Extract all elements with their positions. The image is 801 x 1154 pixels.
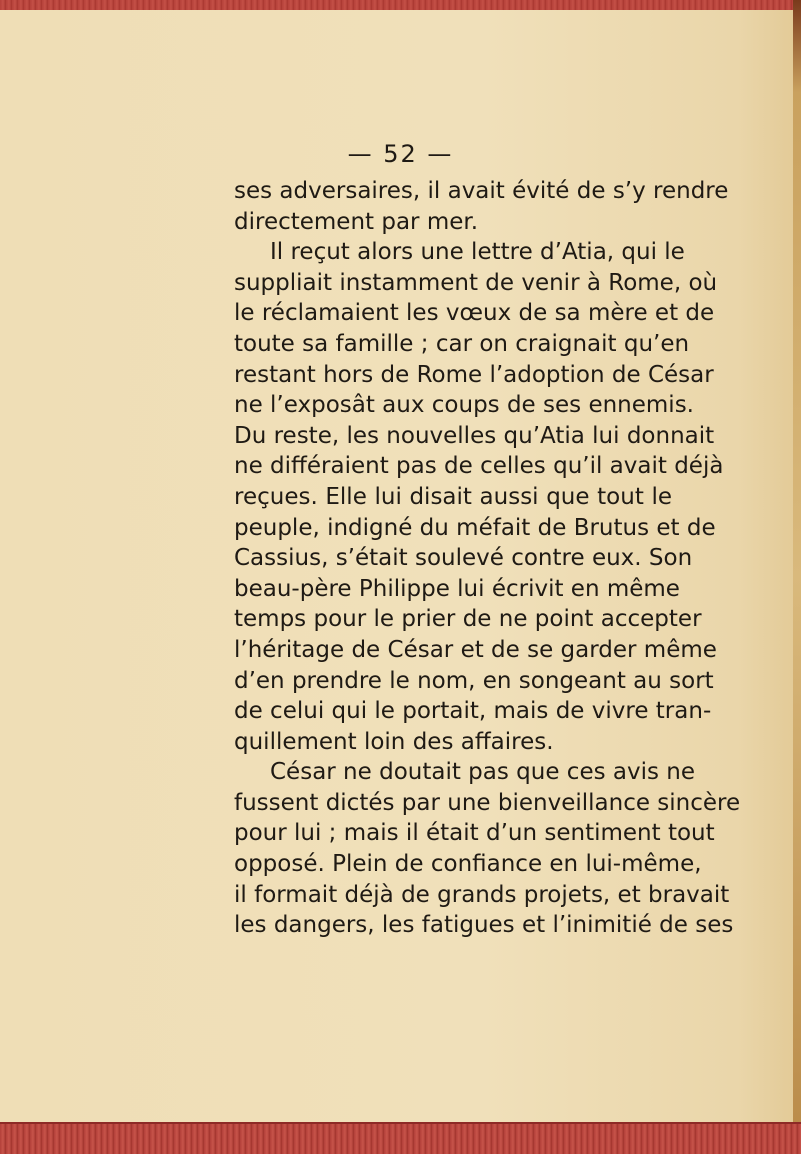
text-line: toute sa famille ; car on craignait qu’en	[234, 330, 690, 357]
text-line: pour lui ; mais il était d’un sentiment tout	[234, 820, 715, 847]
text-line: de celui qui le portait, mais de vivre tran-	[234, 698, 712, 725]
body-text	[234, 176, 741, 941]
text-line: restant hors de Rome l’adoption de César	[234, 361, 714, 388]
text-line: Du reste, les nouvelles qu’Atia lui donnait	[234, 422, 715, 449]
text-line: ses adversaires, il avait évité de s’y rendre	[234, 178, 729, 204]
text-line: reçues. Elle lui disait aussi que tout le	[234, 483, 672, 510]
text-line: fussent dictés par une bienveillance sincère	[234, 789, 741, 816]
text-line: quillement loin des affaires.	[234, 728, 554, 755]
text-line: ne différaient pas de celles qu’il avait déjà	[234, 453, 724, 480]
text-line: Cassius, s’était soulevé contre eux. Son	[234, 545, 693, 572]
page-bottom-edge	[0, 1122, 801, 1154]
text-line: beau-père Philippe lui écrivit en même	[234, 575, 680, 602]
text-line: Il reçut alors une lettre d’Atia, qui le	[270, 239, 685, 266]
text-line: César ne doutait pas que ces avis ne	[270, 759, 696, 786]
text-line: il formait déjà de grands projets, et bravait	[234, 881, 730, 908]
text-line: directement par mer.	[234, 208, 479, 235]
text-line: peuple, indigné du méfait de Brutus et de	[234, 514, 716, 541]
page-top-edge	[0, 0, 801, 10]
text-line: suppliait instamment de venir à Rome, où	[234, 269, 718, 296]
text-line: ne l’exposât aux coups de ses ennemis.	[234, 392, 694, 419]
page-number: — 52 —	[347, 140, 454, 168]
text-line: l’héritage de César et de se garder même	[234, 636, 717, 663]
text-line: temps pour le prier de ne point accepter	[234, 606, 702, 633]
page-right-edge	[793, 0, 801, 1154]
text-line: opposé. Plein de confiance en lui-même,	[234, 851, 702, 878]
text-line: le réclamaient les vœux de sa mère et de	[234, 300, 715, 327]
text-line: d’en prendre le nom, en songeant au sort	[234, 667, 714, 694]
text-line: les dangers, les fatigues et l’inimitié de ses	[234, 912, 734, 939]
